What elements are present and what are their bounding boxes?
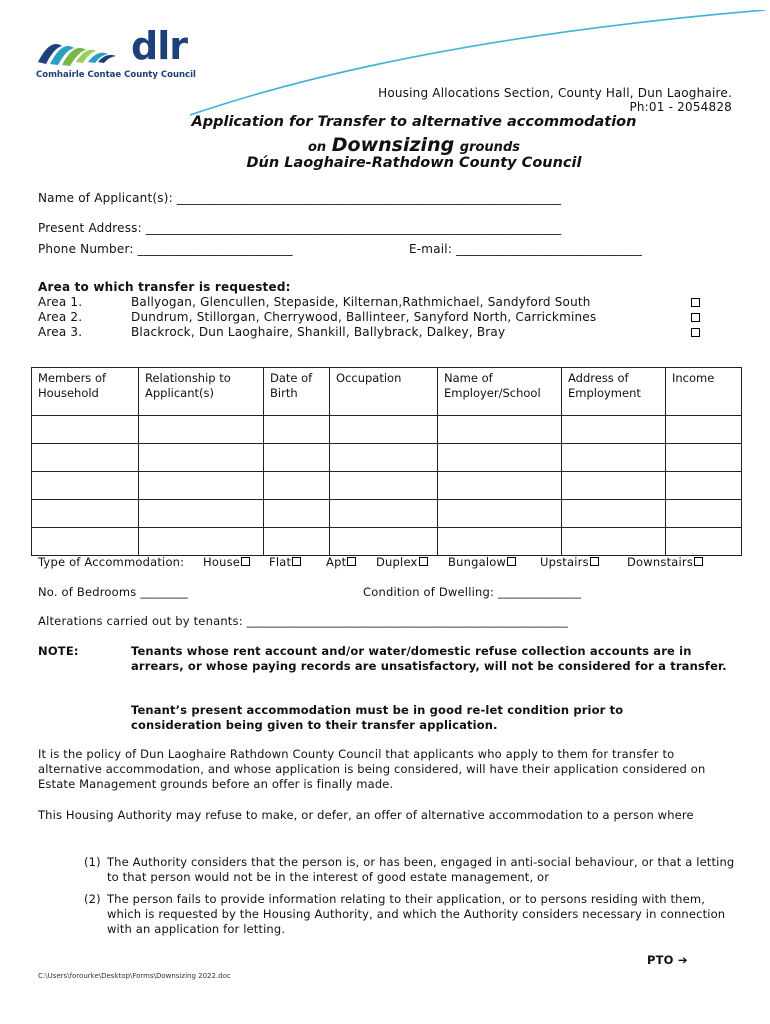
alterations-row[interactable] [38,614,568,628]
option-label: House [203,555,241,569]
column-header: Income [666,368,742,416]
table-cell[interactable] [562,528,666,556]
table-cell[interactable] [666,416,742,444]
file-path: C:\Users\forourke\Desktop\Forms\Downsizing 2022.doc [38,972,231,980]
table-cell[interactable] [264,416,330,444]
table-row[interactable] [32,472,742,500]
table-cell[interactable] [330,416,438,444]
note-label: NOTE: [38,644,79,658]
present-address-row[interactable] [38,221,561,235]
checkbox[interactable] [419,557,428,566]
table-cell[interactable] [562,472,666,500]
table-cell[interactable] [562,444,666,472]
council-name [0,155,770,171]
logo-text: dlr [131,24,187,68]
column-header: Occupation [330,368,438,416]
column-header: Name of Employer/School [438,368,562,416]
table-cell[interactable] [32,416,139,444]
applicant-name-line[interactable]: ______________________________________________________________ [176,191,562,205]
pto-label: PTO [647,953,674,967]
table-cell[interactable] [562,416,666,444]
checkbox[interactable] [507,557,516,566]
present-address-label: Present Address: [38,221,142,235]
phone-line[interactable]: _________________________ [137,242,293,256]
table-cell[interactable] [264,444,330,472]
phone-row[interactable] [38,242,293,256]
area-label: Area 2. [38,310,83,324]
area-label: Area 3. [38,325,83,339]
table-cell[interactable] [330,444,438,472]
table-cell[interactable] [438,472,562,500]
pto-marker [647,953,688,967]
table-cell[interactable] [264,472,330,500]
checkbox[interactable] [347,557,356,566]
option-label: Duplex [376,555,418,569]
address-line: Housing Allocations Section, County Hall, Dun Laoghaire. [378,86,732,100]
table-cell[interactable] [330,500,438,528]
council-logo [36,24,196,86]
option-label: Upstairs [540,555,589,569]
option-apt[interactable] [326,555,356,569]
table-cell[interactable] [264,528,330,556]
table-cell[interactable] [32,528,139,556]
title-line1: Application for Transfer to alternative accommodation [191,114,637,130]
option-label: Flat [269,555,292,569]
area-2-checkbox[interactable] [691,313,700,322]
table-cell[interactable] [666,444,742,472]
condition-label: Condition of Dwelling: [363,585,495,599]
area-list [38,295,597,340]
table-row[interactable] [32,416,742,444]
table-cell[interactable] [32,500,139,528]
email-line[interactable]: ______________________________ [456,242,643,256]
area-places: Blackrock, Dun Laoghaire, Shankill, Ballybrack, Dalkey, Bray [131,325,506,339]
option-bungalow[interactable] [448,555,516,569]
area-item [38,310,597,325]
bedrooms-label: No. of Bedrooms [38,585,137,599]
table-cell[interactable] [666,500,742,528]
option-label: Bungalow [448,555,507,569]
alterations-line[interactable]: ______________________________________________________ [246,614,568,628]
option-flat[interactable] [269,555,301,569]
table-cell[interactable] [139,472,264,500]
title-downsizing: Downsizing [331,134,455,156]
option-duplex[interactable] [376,555,428,569]
table-cell[interactable] [330,528,438,556]
checkbox[interactable] [241,557,250,566]
title-on: on [308,140,327,155]
table-cell[interactable] [139,528,264,556]
checkbox[interactable] [590,557,599,566]
area-item [38,295,591,310]
bedrooms-row[interactable] [38,585,188,599]
checkbox[interactable] [292,557,301,566]
option-house[interactable] [203,555,250,569]
note-text-arrears: Tenants whose rent account and/or water/domestic refuse collection accounts are in arrears, or whose paying records are unsatisfactory, will not be considered for a transfer. [131,644,727,673]
option-downstairs[interactable] [627,555,703,569]
phone-label: Phone Number: [38,242,134,256]
bedrooms-line[interactable]: ________ [140,585,188,599]
area-1-checkbox[interactable] [691,298,700,307]
condition-item-2: The person fails to provide information relating to their application, or to persons residing with them, which is requested by the Housing Authority, and which the Authority considers necessary in connection with an application for letting. [107,892,726,936]
authority-paragraph: This Housing Authority may refuse to make, or defer, an offer of alternative accommodation to a person where [38,808,694,822]
form-subtitle [0,134,770,156]
table-cell[interactable] [562,500,666,528]
applicant-name-label: Name of Applicant(s): [38,191,173,205]
email-row[interactable] [409,242,642,256]
option-upstairs[interactable] [540,555,599,569]
table-cell[interactable] [139,416,264,444]
table-row[interactable] [32,500,742,528]
table-cell[interactable] [330,472,438,500]
table-cell[interactable] [438,444,562,472]
arrow-right-icon: ➔ [677,953,688,967]
household-table [31,367,742,556]
column-header: Relationship to Applicant(s) [139,368,264,416]
title-grounds: grounds [459,140,520,155]
table-cell[interactable] [666,528,742,556]
present-address-line[interactable]: ___________________________________________________________________ [145,221,562,235]
logo-subtitle: Comhairle Contae County Council [36,70,196,80]
area-3-checkbox[interactable] [691,328,700,337]
alterations-label: Alterations carried out by tenants: [38,614,243,628]
table-cell[interactable] [139,444,264,472]
title-line3: Dún Laoghaire-Rathdown County Council [246,155,582,171]
applicant-name-row[interactable] [38,191,561,205]
table-cell[interactable] [32,472,139,500]
table-cell[interactable] [139,500,264,528]
table-cell[interactable] [264,500,330,528]
table-row[interactable] [32,444,742,472]
form-title [0,114,770,130]
area-item [38,325,506,340]
checkbox[interactable] [694,557,703,566]
condition-row[interactable] [363,585,581,599]
note-text-relet: Tenant’s present accommodation must be in good re-let condition prior to consideration being given to their transfer application. [131,703,624,732]
accommodation-type-row [38,555,758,569]
option-label: Apt [326,555,347,569]
accommodation-label: Type of Accommodation: [38,555,185,569]
condition-item-1: The Authority considers that the person is, or has been, engaged in anti-social behaviour, or that a letting to that person would not be in the interest of good estate management, or [107,855,735,884]
table-row[interactable] [32,528,742,556]
column-header: Address of Employment [562,368,666,416]
table-cell[interactable] [438,528,562,556]
area-heading: Area to which transfer is requested: [38,280,291,294]
area-places: Ballyogan, Glencullen, Stepaside, Kilternan,Rathmichael, Sandyford South [131,295,591,309]
column-header: Date of Birth [264,368,330,416]
area-places: Dundrum, Stillorgan, Cherrywood, Ballinteer, Sanyford North, Carrickmines [131,310,597,324]
council-address [378,86,732,114]
table-cell[interactable] [666,472,742,500]
condition-item-1-number: (1) [84,855,101,869]
table-cell[interactable] [438,416,562,444]
condition-line[interactable]: ______________ [497,585,582,599]
policy-paragraph: It is the policy of Dun Laoghaire Rathdown County Council that applicants who apply to them for transfer to alternative accommodation, and whose application is being considered, will have their application considered on Estate Management grounds before an offer is finally made. [38,747,706,791]
table-cell[interactable] [438,500,562,528]
column-header: Members of Household [32,368,139,416]
phone-number: Ph:01 - 2054828 [629,100,732,114]
condition-item-2-number: (2) [84,892,101,906]
area-label: Area 1. [38,295,83,309]
email-label: E-mail: [409,242,453,256]
logo-waves-icon [36,32,128,68]
option-label: Downstairs [627,555,694,569]
table-header-row [32,368,742,416]
table-cell[interactable] [32,444,139,472]
